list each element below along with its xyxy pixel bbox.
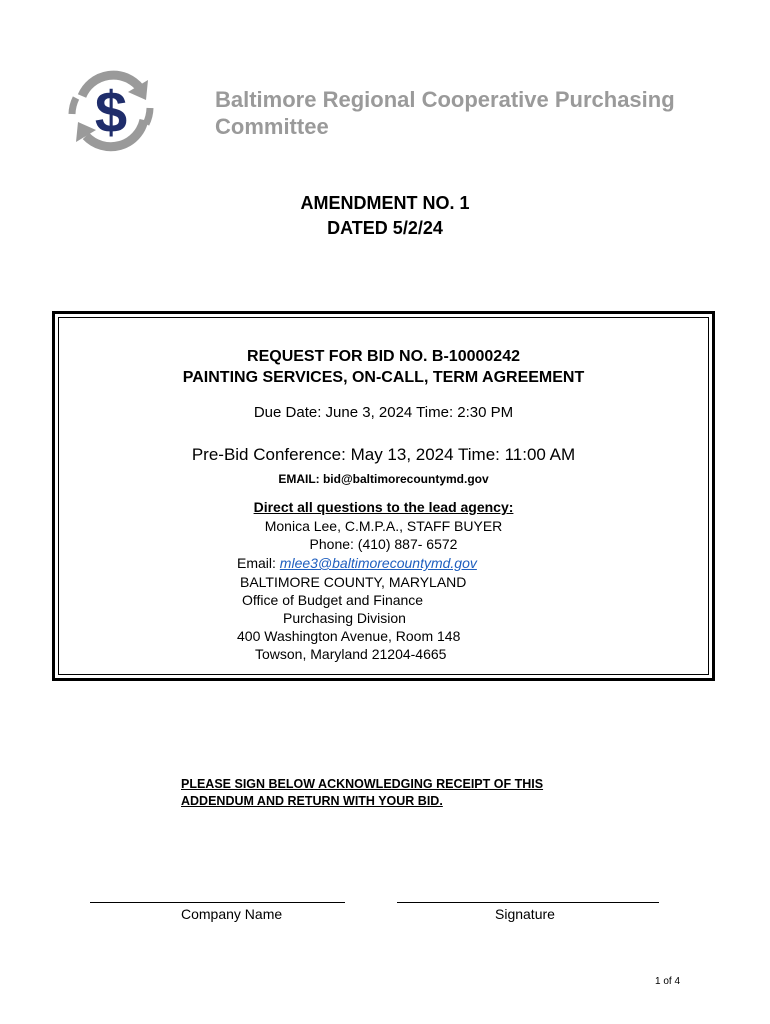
signature-line[interactable] bbox=[397, 902, 659, 903]
contact-name: Monica Lee, C.M.P.A., STAFF BUYER bbox=[264, 518, 503, 534]
dollar-recycle-arrows-icon bbox=[62, 66, 160, 156]
contact-email-label: Email: bbox=[237, 555, 276, 571]
address-office: Office of Budget and Finance bbox=[242, 592, 424, 608]
company-name-label: Company Name bbox=[181, 906, 283, 922]
general-bid-email: EMAIL: bid@baltimorecountymd.gov bbox=[278, 472, 489, 486]
due-date: Due Date: June 3, 2024 Time: 2:30 PM bbox=[253, 404, 514, 421]
rfb-number: REQUEST FOR BID NO. B-10000242 bbox=[247, 348, 520, 365]
rfb-title: PAINTING SERVICES, ON-CALL, TERM AGREEMENT bbox=[182, 369, 585, 386]
svg-text:$: $ bbox=[94, 80, 128, 145]
contact-phone: Phone: (410) 887- 6572 bbox=[309, 536, 458, 552]
address-county: BALTIMORE COUNTY, MARYLAND bbox=[240, 574, 467, 590]
direct-questions-heading: Direct all questions to the lead agency: bbox=[253, 499, 514, 515]
address-city: Towson, Maryland 21204-4665 bbox=[255, 646, 447, 662]
organization-title: Baltimore Regional Cooperative Purchasing Committee bbox=[215, 87, 675, 139]
acknowledgement-line-1: PLEASE SIGN BELOW ACKNOWLEDGING RECEIPT OF THIS bbox=[181, 777, 544, 791]
amendment-date: DATED 5/2/24 bbox=[327, 218, 443, 238]
pre-bid-conference: Pre-Bid Conference: May 13, 2024 Time: 11:00 AM bbox=[191, 445, 576, 464]
address-street: 400 Washington Avenue, Room 148 bbox=[237, 628, 461, 644]
acknowledgement-text bbox=[181, 776, 621, 810]
page-number: 1 of 4 bbox=[655, 976, 681, 987]
contact-email-line bbox=[237, 555, 477, 571]
acknowledgement-line-2: ADDENDUM AND RETURN WITH YOUR BID. bbox=[181, 794, 443, 808]
signature-label: Signature bbox=[495, 906, 555, 922]
contact-email-link[interactable]: mlee3@baltimorecountymd.gov bbox=[279, 555, 477, 571]
amendment-number: AMENDMENT NO. 1 bbox=[300, 193, 470, 213]
address-division: Purchasing Division bbox=[283, 610, 406, 626]
company-name-line[interactable] bbox=[90, 902, 345, 903]
